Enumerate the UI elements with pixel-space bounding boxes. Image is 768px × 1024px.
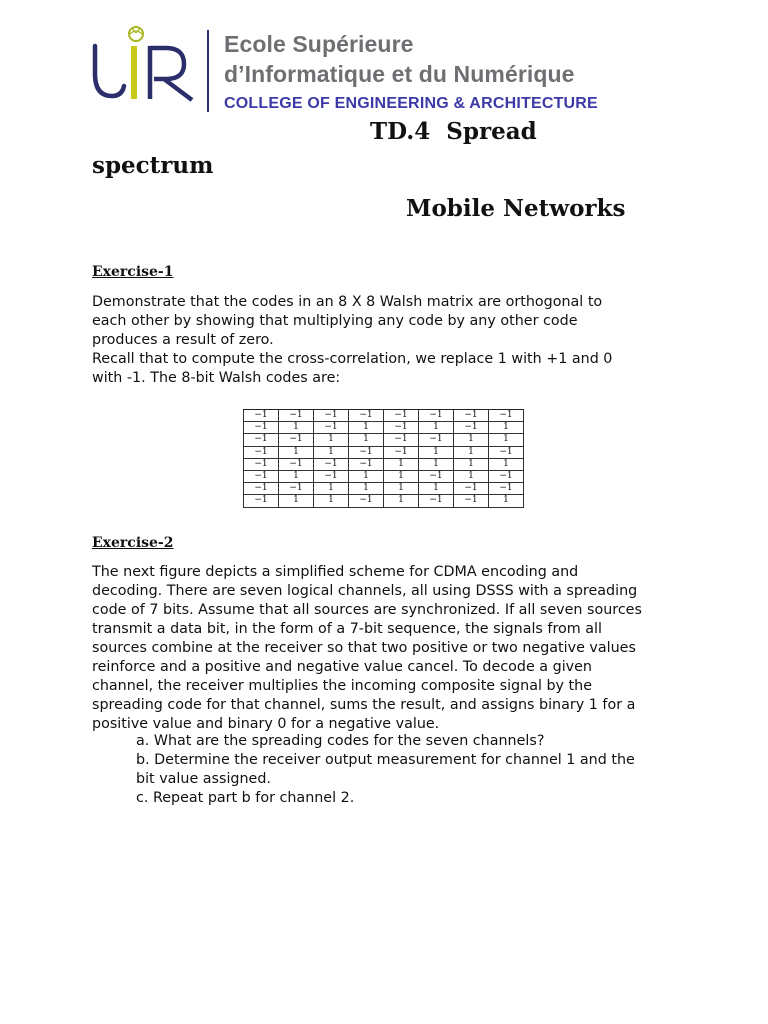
institution-name-line2: d’Informatique et du Numérique [224, 61, 575, 87]
walsh-cell: −1 [244, 458, 279, 470]
walsh-cell: −1 [314, 410, 349, 422]
walsh-cell: 1 [314, 495, 349, 507]
walsh-cell: −1 [314, 422, 349, 434]
paragraph-line: reinforce and a positive and negative value cancel. To decode a given [92, 659, 592, 675]
walsh-cell: −1 [244, 495, 279, 507]
walsh-cell: −1 [419, 470, 454, 482]
uir-logo [92, 24, 202, 104]
walsh-cell: −1 [419, 410, 454, 422]
walsh-cell: −1 [349, 495, 384, 507]
walsh-row [244, 495, 524, 507]
walsh-cell: 1 [279, 495, 314, 507]
paragraph-line: decoding. There are seven logical channels, all using DSSS with a spreading [92, 583, 638, 599]
exercise2-heading: Exercise-2 [92, 535, 174, 551]
paragraph-line: spreading code for that channel, sums the result, and assigns binary 1 for a [92, 697, 636, 713]
walsh-cell: −1 [454, 410, 489, 422]
walsh-cell: −1 [279, 434, 314, 446]
document-title-line2: spectrum [92, 152, 214, 179]
exercise1-heading: Exercise-1 [92, 264, 174, 280]
walsh-cell: −1 [454, 422, 489, 434]
walsh-cell: 1 [314, 483, 349, 495]
paragraph-line: produces a result of zero. [92, 332, 274, 348]
walsh-cell: −1 [419, 495, 454, 507]
walsh-cell: −1 [244, 434, 279, 446]
walsh-cell: −1 [454, 483, 489, 495]
document-subtitle: Mobile Networks [406, 195, 626, 222]
walsh-cell: 1 [314, 446, 349, 458]
walsh-cell: −1 [314, 458, 349, 470]
walsh-row [244, 410, 524, 422]
paragraph-line: channel, the receiver multiplies the incoming composite signal by the [92, 678, 593, 694]
walsh-cell: 1 [454, 458, 489, 470]
question-b-continued: bit value assigned. [136, 771, 271, 787]
exercise1-text [92, 293, 682, 388]
walsh-cell: 1 [384, 495, 419, 507]
walsh-cell: 1 [489, 458, 524, 470]
walsh-cell: 1 [489, 422, 524, 434]
walsh-cell: −1 [279, 410, 314, 422]
walsh-row [244, 434, 524, 446]
walsh-cell: 1 [454, 446, 489, 458]
walsh-cell: 1 [489, 434, 524, 446]
walsh-matrix-table [243, 409, 524, 508]
walsh-cell: −1 [489, 483, 524, 495]
paragraph-line: positive value and binary 0 for a negative value. [92, 716, 440, 732]
college-name: COLLEGE OF ENGINEERING & ARCHITECTURE [224, 95, 598, 112]
walsh-cell: 1 [314, 434, 349, 446]
paragraph-line: with -1. The 8-bit Walsh codes are: [92, 370, 341, 386]
walsh-cell: −1 [244, 483, 279, 495]
walsh-cell: 1 [489, 495, 524, 507]
walsh-row [244, 422, 524, 434]
walsh-cell: 1 [349, 422, 384, 434]
walsh-cell: −1 [384, 410, 419, 422]
walsh-cell: 1 [454, 470, 489, 482]
walsh-cell: 1 [384, 470, 419, 482]
walsh-cell: −1 [244, 410, 279, 422]
walsh-cell: −1 [489, 446, 524, 458]
walsh-row [244, 458, 524, 470]
question-b: b. Determine the receiver output measurement for channel 1 and the [136, 752, 635, 768]
walsh-cell: 1 [349, 483, 384, 495]
walsh-row [244, 470, 524, 482]
walsh-cell: −1 [314, 470, 349, 482]
walsh-cell: 1 [454, 434, 489, 446]
walsh-cell: 1 [384, 483, 419, 495]
walsh-row [244, 446, 524, 458]
paragraph-line: Recall that to compute the cross-correlation, we replace 1 with +1 and 0 [92, 351, 613, 367]
walsh-cell: −1 [489, 410, 524, 422]
walsh-cell: −1 [244, 422, 279, 434]
walsh-cell: −1 [384, 446, 419, 458]
walsh-cell: −1 [489, 470, 524, 482]
paragraph-line: Demonstrate that the codes in an 8 X 8 Walsh matrix are orthogonal to [92, 294, 603, 310]
exercise2-questions [136, 732, 676, 808]
paragraph-line: code of 7 bits. Assume that all sources are synchronized. If all seven sources [92, 602, 642, 618]
logo-divider [207, 30, 209, 112]
walsh-cell: −1 [454, 495, 489, 507]
walsh-cell: 1 [384, 458, 419, 470]
walsh-cell: 1 [349, 470, 384, 482]
walsh-cell: 1 [279, 470, 314, 482]
walsh-cell: −1 [244, 470, 279, 482]
walsh-cell: −1 [419, 434, 454, 446]
paragraph-line: The next figure depicts a simplified scheme for CDMA encoding and [92, 564, 579, 580]
paragraph-line: transmit a data bit, in the form of a 7-bit sequence, the signals from all [92, 621, 602, 637]
walsh-cell: 1 [419, 446, 454, 458]
walsh-cell: −1 [244, 446, 279, 458]
paragraph-line: sources combine at the receiver so that two positive or two negative values [92, 640, 636, 656]
exercise2-text [92, 563, 682, 734]
institution-name-line1: Ecole Supérieure [224, 31, 414, 57]
walsh-cell: 1 [279, 422, 314, 434]
walsh-row [244, 483, 524, 495]
walsh-cell: 1 [419, 483, 454, 495]
walsh-cell: −1 [384, 434, 419, 446]
paragraph-line: each other by showing that multiplying any code by any other code [92, 313, 578, 329]
question-a: a. What are the spreading codes for the seven channels? [136, 733, 545, 749]
walsh-cell: 1 [279, 446, 314, 458]
walsh-cell: −1 [349, 458, 384, 470]
walsh-cell: −1 [279, 483, 314, 495]
walsh-cell: 1 [349, 434, 384, 446]
document-title-line1: TD.4 Spread [370, 118, 537, 145]
walsh-cell: −1 [279, 458, 314, 470]
question-c: c. Repeat part b for channel 2. [136, 790, 355, 806]
walsh-cell: 1 [419, 458, 454, 470]
walsh-cell: −1 [349, 446, 384, 458]
walsh-cell: −1 [384, 422, 419, 434]
walsh-cell: −1 [349, 410, 384, 422]
walsh-cell: 1 [419, 422, 454, 434]
